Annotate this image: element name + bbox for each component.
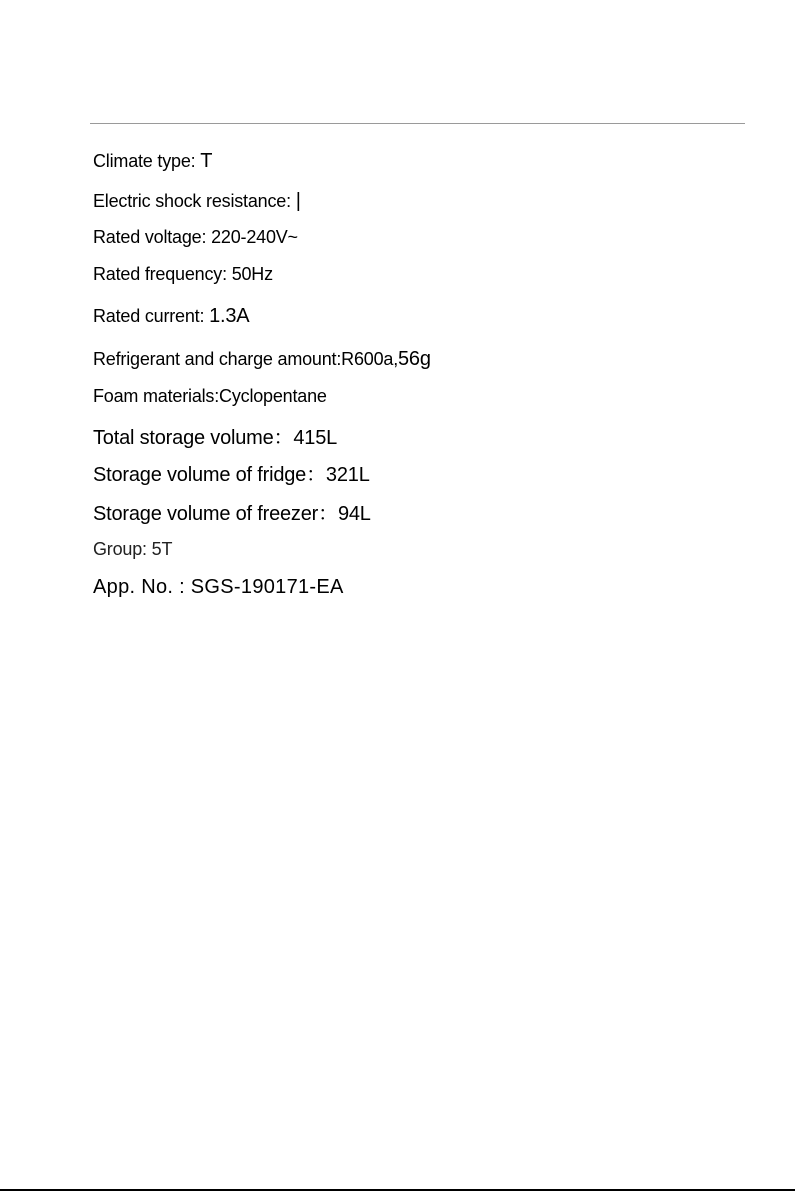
rated-voltage-value: 220-240V~ [211,227,298,247]
freezer-volume-line [93,497,371,526]
group-line [93,539,172,560]
rated-current-line [93,305,249,328]
group-label: Group: [93,539,152,559]
refrigerant-line [93,348,431,371]
total-volume-colon: ： [273,427,294,449]
electric-shock-label: Electric shock resistance: [93,191,296,211]
app-no-line [93,576,344,599]
group-value: 5T [151,539,173,559]
foam-line [93,386,327,407]
fridge-volume-line [93,458,370,487]
freezer-volume-label: Storage volume of freezer [93,503,319,525]
total-volume-value: 415L [293,427,338,449]
app-no-value: SGS-190171-EA [190,576,344,598]
refrigerant-label: Refrigerant and charge amount: [93,349,342,369]
rated-current-value: 1.3A [209,305,250,327]
rated-frequency-line [93,264,273,285]
rated-current-label: Rated current: [93,306,210,326]
refrigerant-value: R600a, [341,349,398,369]
climate-type-label: Climate type: [93,151,201,171]
total-volume-line [93,421,337,450]
total-volume-label: Total storage volume [93,427,274,449]
rated-voltage-label: Rated voltage: [93,227,212,247]
rated-frequency-value: 50Hz [231,264,273,284]
freezer-volume-value: 94L [337,503,371,525]
fridge-volume-label: Storage volume of fridge [93,464,307,486]
climate-type-value: T [200,150,213,172]
foam-value: Cyclopentane [219,386,327,406]
electric-shock-value: | [295,190,301,212]
fridge-volume-value: 321L [325,464,370,486]
climate-type-line [93,150,212,173]
app-no-label: App. No. : [93,576,191,598]
refrigerant-amount: 56g [398,348,431,370]
top-divider [90,123,745,124]
rated-voltage-line [93,227,298,248]
freezer-volume-colon: ： [318,503,338,525]
rated-frequency-label: Rated frequency: [93,264,232,284]
foam-label: Foam materials: [93,386,220,406]
fridge-volume-colon: ： [306,464,326,486]
electric-shock-line [93,190,301,213]
